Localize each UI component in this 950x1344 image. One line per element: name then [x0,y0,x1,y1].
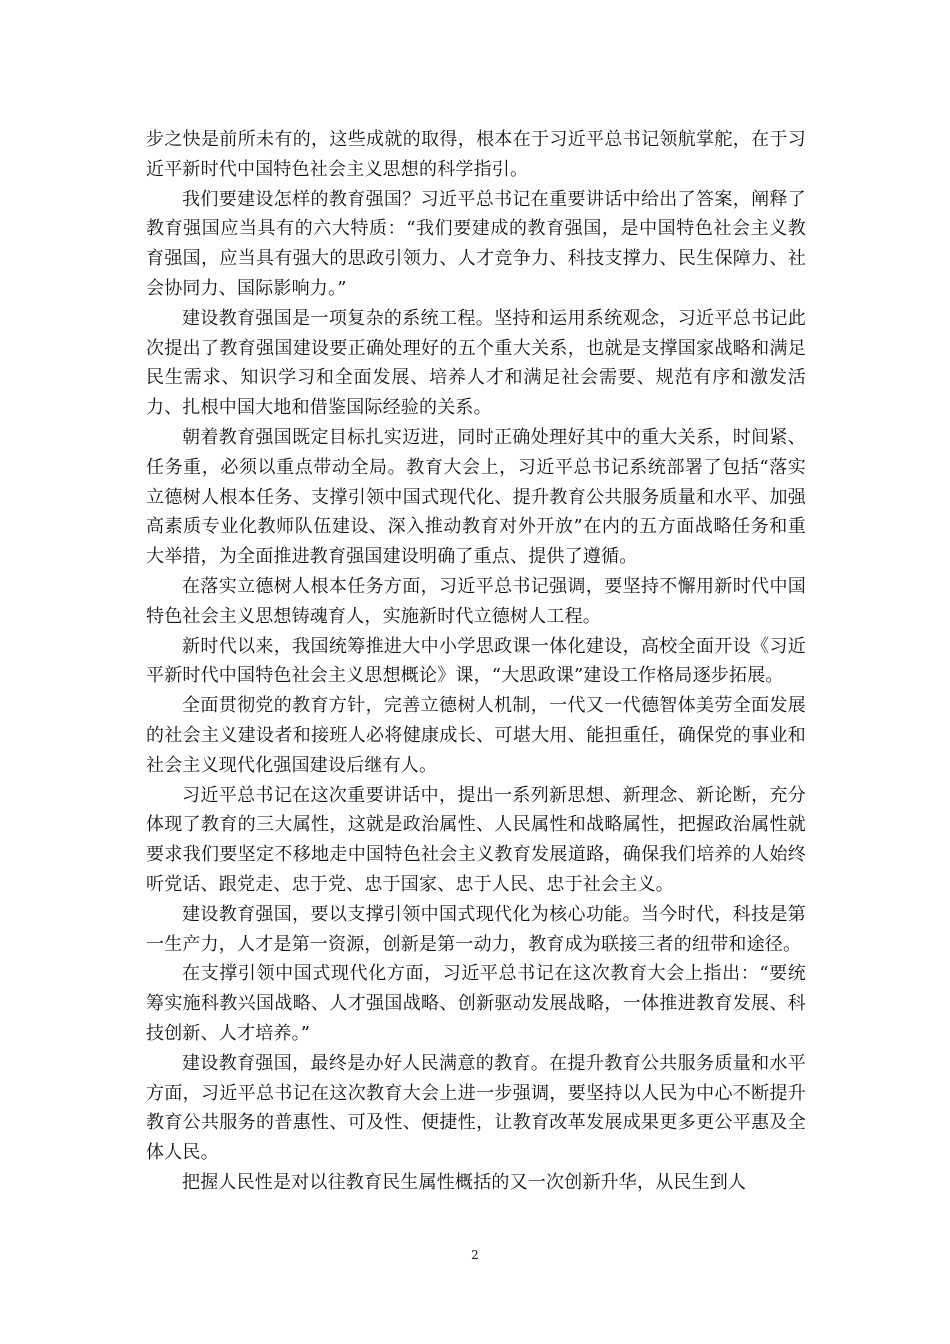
paragraph-continued: 步之快是前所未有的，这些成就的取得，根本在于习近平总书记领航掌舵，在于习近平新时代中国特色社会主义思想的科学指引。 [146,129,806,180]
paragraph: 我们要建设怎样的教育强国？习近平总书记在重要讲话中给出了答案，阐释了教育强国应当具有的六大特质：“我们要建成的教育强国，是中国特色社会主义教育强国，应当具有强大的思政引领力、人才竞争力、科技支撑力、民生保障力、社会协同力、国际影响力。” [146,188,806,299]
paragraph: 朝着教育强国既定目标扎实迈进，同时正确处理好其中的重大关系，时间紧、任务重，必须以重点带动全局。教育大会上，习近平总书记系统部署了包括“落实立德树人根本任务、支撑引领中国式现代化、提升教育公共服务质量和水平、加强高素质专业化教师队伍建设、深入推动教育对外开放”在内的五方面战略任务和重大举措，为全面推进教育强国建设明确了重点、提供了遵循。 [146,426,806,568]
paragraph: 建设教育强国，要以支撑引领中国式现代化为核心功能。当今时代，科技是第一生产力，人才是第一资源，创新是第一动力，教育成为联接三者的纽带和途径。 [146,903,806,955]
paragraph: 习近平总书记在这次重要讲话中，提出一系列新思想、新理念、新论断，充分体现了教育的三大属性，这就是政治属性、人民属性和战略属性，把握政治属性就要求我们要坚定不移地走中国特色社会主义教育发展道路，确保我们培养的人始终听党话、跟党走、忠于党、忠于国家、忠于人民、忠于社会主义。 [146,784,806,895]
paragraph: 在落实立德树人根本任务方面，习近平总书记强调，要坚持不懈用新时代中国特色社会主义思想铸魂育人，实施新时代立德树人工程。 [146,575,806,627]
paragraph: 在支撑引领中国式现代化方面，习近平总书记在这次教育大会上指出：“要统筹实施科教兴国战略、人才强国战略、创新驱动发展战略，一体推进教育发展、科技创新、人才培养。” [146,963,806,1044]
body-text [146,125,806,1198]
paragraph: 建设教育强国是一项复杂的系统工程。坚持和运用系统观念，习近平总书记此次提出了教育强国建设要正确处理好的五个重大关系，也就是支撑国家战略和满足民生需求、知识学习和全面发展、培养人才和满足社会需要、规范有序和激发活力、扎根中国大地和借鉴国际经验的关系。 [146,307,806,419]
paragraph: 把握人民性是对以往教育民生属性概括的又一次创新升华，从民生到人 [182,1171,747,1193]
page-number: 2 [471,1248,479,1262]
paragraph: 建设教育强国，最终是办好人民满意的教育。在提升教育公共服务质量和水平方面，习近平总书记在这次教育大会上进一步强调，要坚持以人民为中心不断提升教育公共服务的普惠性、可及性、便捷性，让教育改革发展成果更多更公平惠及全体人民。 [146,1052,806,1164]
paragraph: 全面贯彻党的教育方针，完善立德树人机制，一代又一代德智体美劳全面发展的社会主义建设者和接班人必将健康成长、可堪大用、能担重任，确保党的事业和社会主义现代化强国建设后继有人。 [146,695,806,776]
paragraph: 新时代以来，我国统筹推进大中小学思政课一体化建设，高校全面开设《习近平新时代中国特色社会主义思想概论》课，“大思政课”建设工作格局逐步拓展。 [146,635,806,687]
